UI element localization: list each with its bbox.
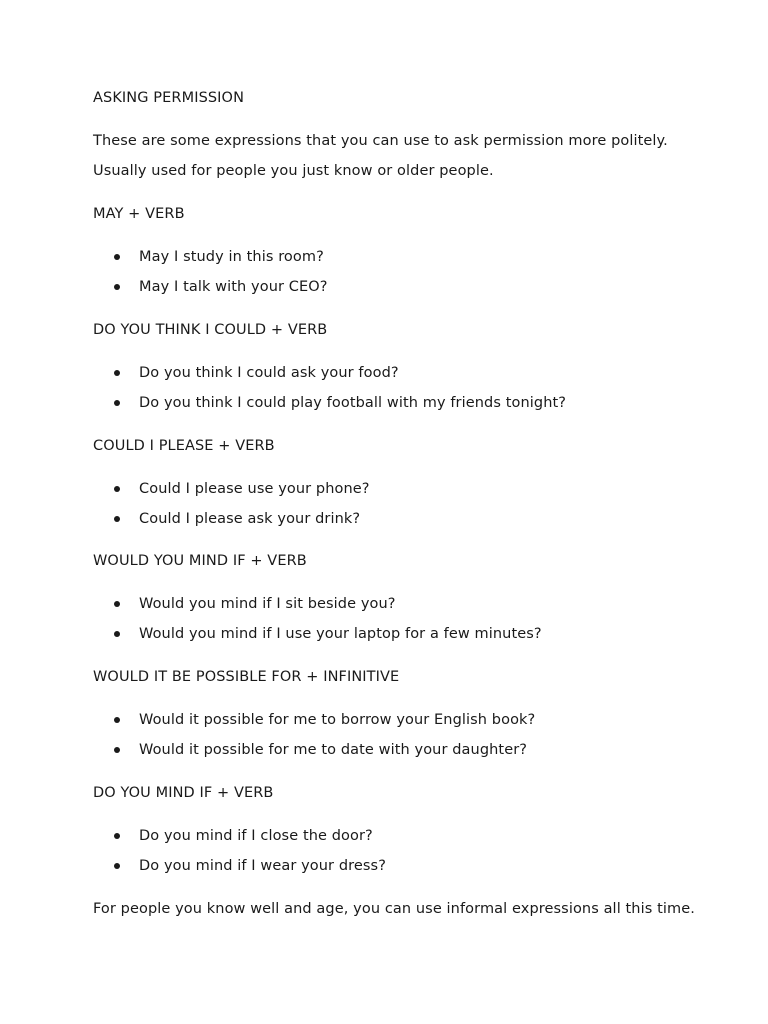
example-text: May I study in this room?: [139, 249, 324, 265]
bullet-icon: [114, 370, 120, 376]
list-item: [139, 826, 373, 846]
list-item: [139, 710, 535, 730]
example-text: Do you mind if I close the door?: [139, 828, 373, 844]
bullet-icon: [114, 747, 120, 753]
section-heading-could-i-please: COULD I PLEASE + VERB: [93, 438, 275, 454]
bullet-icon: [114, 516, 120, 522]
list-item: [139, 363, 399, 383]
example-text: Would it possible for me to date with your daughter?: [139, 742, 528, 758]
section-heading-do-you-think-i-could: DO YOU THINK I COULD + VERB: [93, 322, 328, 338]
example-text: Do you think I could ask your food?: [139, 365, 399, 381]
document-title: ASKING PERMISSION: [93, 90, 245, 106]
example-text: Would you mind if I use your laptop for a few minutes?: [139, 626, 542, 642]
bullet-icon: [114, 863, 120, 869]
intro-line-2: Usually used for people you just know or older people.: [93, 163, 494, 179]
section-heading-would-it-be-possible: WOULD IT BE POSSIBLE FOR + INFINITIVE: [93, 669, 400, 685]
intro-line-1: These are some expressions that you can use to ask permission more politely.: [93, 133, 668, 149]
list-item: [139, 247, 324, 267]
list-item: [139, 856, 386, 876]
list-item: [139, 740, 527, 760]
list-item: [139, 624, 542, 644]
list-item: [139, 509, 360, 529]
bullet-icon: [114, 833, 120, 839]
bullet-icon: [114, 254, 120, 260]
section-heading-may-verb: MAY + VERB: [93, 206, 185, 222]
section-heading-would-you-mind-if: WOULD YOU MIND IF + VERB: [93, 553, 307, 569]
bullet-icon: [114, 631, 120, 637]
example-text: Could I please use your phone?: [139, 481, 370, 497]
example-text: Would you mind if I sit beside you?: [139, 596, 396, 612]
example-text: May I talk with your CEO?: [139, 279, 328, 295]
bullet-icon: [114, 601, 120, 607]
bullet-icon: [114, 284, 120, 290]
list-item: [139, 594, 396, 614]
example-text: Do you mind if I wear your dress?: [139, 858, 387, 874]
bullet-icon: [114, 400, 120, 406]
bullet-icon: [114, 486, 120, 492]
closing-paragraph: For people you know well and age, you can use informal expressions all this time.: [93, 901, 695, 917]
list-item: [139, 479, 370, 499]
list-item: [139, 393, 566, 413]
bullet-icon: [114, 717, 120, 723]
example-text: Would it possible for me to borrow your English book?: [139, 712, 536, 728]
list-item: [139, 277, 328, 297]
section-heading-do-you-mind-if: DO YOU MIND IF + VERB: [93, 785, 274, 801]
example-text: Could I please ask your drink?: [139, 511, 361, 527]
example-text: Do you think I could play football with my friends tonight?: [139, 395, 567, 411]
